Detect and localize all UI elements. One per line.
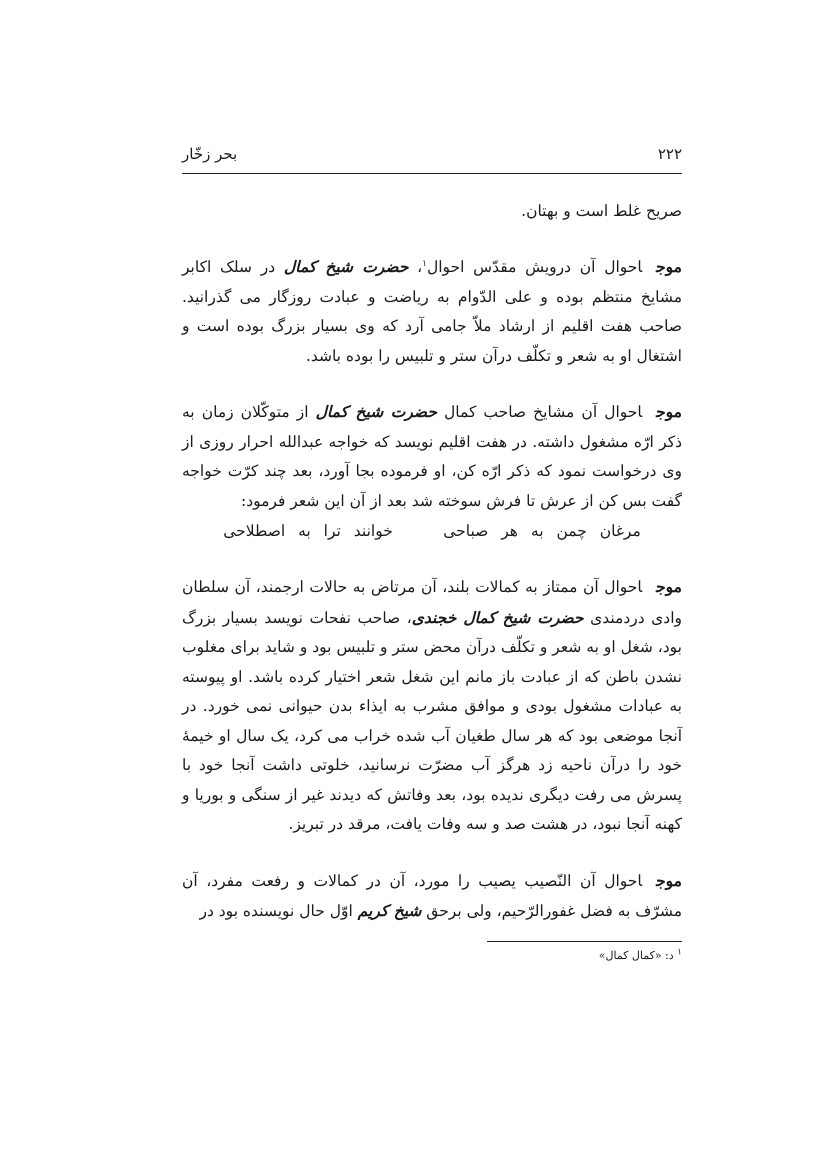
paragraph-text: احوال آن النّصیب یصیب را مورد، آن در کمالات و رفعت مفرد، آن مشرّف به فضل غفورالرّحیم، ولی برحق (182, 871, 682, 920)
section-marker: موج (656, 870, 682, 890)
paragraph-text: ، (408, 258, 423, 276)
paragraph-3 (182, 572, 682, 840)
paragraph-1 (182, 252, 682, 371)
hemistich-1: مرغان چمن به هر صباحی (443, 522, 641, 540)
paragraph-text: احوال آن ممتاز به کمالات بلند، آن مرتاض به حالات ارجمند، آن سلطان وادی دردمندی (182, 578, 682, 627)
highlighted-name: حضرت شیخ کمال خجندی (411, 607, 584, 627)
highlighted-name: حضرت شیخ کمال (315, 402, 437, 421)
footnote-text: د: «کمال کمال» (598, 948, 678, 962)
continued-text: صریح غلط است و بهتان. (521, 202, 682, 220)
section-marker: موج (656, 402, 682, 421)
paragraph-text: از متوکّلان زمان به ذکر ارّه مشغول داشته. در هفت اقلیم نویسد که خواجه عبدالله احرار روزی از وی درخواست نمود که ذکر ارّه کن، او فرموده بجا آورد، بعد چند کرّت خواجه گفت بس کن از عرش تا فرش سوخته شد بعد از آن این شعر فرمود: (182, 403, 682, 510)
footnote (182, 948, 682, 964)
verse-line (182, 516, 682, 546)
section-marker: موج (656, 577, 682, 596)
paragraph-text: ، صاحب نفحات نویسد بسیار بزرگ بود، شغل او به شعر و تکلّف درآن محض ستر و تلبیس بود و شاید برای مغلوب نشدن باطن که از عبادت باز مانم این شغل شعر اختیار کرده باشد. او پیوسته به عبادات مشغول بودی و موافق مشرب به ایذاء بدن حیوانی نمی خورد. در آنجا موضعی بود که هر سال طغیان آب شده خراب می کرد، یک سال او خیمهٔ خود را درآن ناحیه زد هرگز آب مضرّت نرسانید، خلوتی داشت آنجا خود با پسرش می رفت دیگری ندیده بود، بعد وفاتش که دیدند غیر از سنگی و بوریا و کهنه آنجا نبود، در هشت صد و سه وفات یافت، مرقد در تبریز. (182, 608, 682, 833)
footnote-ref: ۱ (422, 258, 427, 269)
page-number: ۲۲۲ (657, 145, 682, 163)
highlighted-name: شیخ کریم (357, 901, 422, 920)
hemistich-2: خوانند ترا به اصطلاحی (223, 522, 393, 540)
footnote-divider (487, 941, 682, 942)
paragraph-text: احوال آن درویش مقدّس احوال (426, 258, 643, 276)
running-title: بحر زخّار (182, 145, 238, 163)
running-header (182, 145, 682, 174)
paragraph-text: اوّل حال نویسنده بود در (199, 902, 358, 920)
paragraph-4 (182, 866, 682, 927)
paragraph-2 (182, 397, 682, 516)
paragraph-text: در سلک اکابر مشایخ منتظم بوده و علی الدّوام به ریاضت و عبادت روزگار می گذرانید. صاحب هفت اقلیم از ارشاد ملاّ جامی آرد که وی بسیار بزرگ بوده است و اشتغال او به شعر و تکلّف درآن ستر و تلبیس را بوده باشد. (182, 258, 682, 365)
footnote-number: ۱ (677, 946, 682, 957)
highlighted-name: حضرت شیخ کمال (283, 257, 409, 276)
section-marker: موج (656, 257, 682, 276)
book-page (182, 145, 682, 964)
paragraph-text: احوال آن مشایخ صاحب کمال (436, 403, 643, 421)
